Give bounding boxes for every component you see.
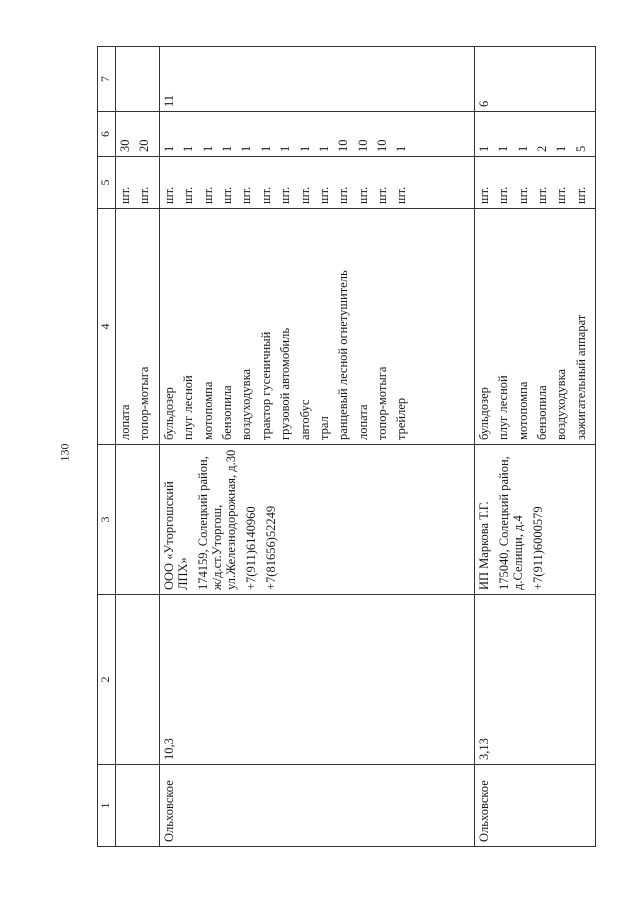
equipment-name: плуг лесной	[496, 375, 511, 440]
area-cell: 10,3	[159, 595, 474, 765]
unit: шт.	[496, 186, 511, 204]
quantity: 2	[534, 145, 549, 152]
equipment-name: бульдозер	[476, 387, 491, 440]
equipment-name: автобус	[297, 399, 312, 440]
quantity: 5	[573, 145, 588, 152]
quantity: 20	[137, 139, 152, 152]
district-cell: Ольховское	[474, 765, 595, 847]
unit: шт.	[181, 186, 196, 204]
quantity: 1	[515, 145, 530, 152]
unit: шт.	[200, 186, 215, 204]
table-header-row	[98, 47, 116, 847]
equipment-name: грузовой автомобиль	[278, 327, 293, 440]
unit: шт.	[161, 186, 176, 204]
quantity: 1	[181, 145, 196, 152]
organization-cell	[474, 445, 595, 595]
equipment-name: ранцевый лесной огнетушитель	[336, 270, 351, 440]
total-cell: 6	[474, 47, 595, 112]
quantity: 1	[239, 145, 254, 152]
unit: шт.	[219, 186, 234, 204]
header-cell: 5	[98, 157, 116, 209]
header-cell: 7	[98, 47, 116, 112]
organization-line: 174159, Солецкий район, ж/д.ст.Уторгош, ул.Железнодорожная, д.30	[195, 449, 238, 590]
quantity: 1	[297, 145, 312, 152]
quantity: 30	[118, 139, 132, 152]
quantity: 1	[200, 145, 215, 152]
quantity-cell	[159, 112, 474, 157]
quantity: 10	[375, 139, 390, 152]
quantity: 1	[258, 145, 273, 152]
equipment-name: трал	[316, 416, 331, 440]
rotated-table-container	[97, 47, 588, 847]
quantity: 1	[278, 145, 293, 152]
equipment-name-cell	[474, 209, 595, 445]
equipment-name: трактор гусеничный	[258, 331, 273, 440]
total-cell	[116, 47, 160, 112]
equipment-name: воздуходувка	[239, 369, 254, 440]
unit: шт.	[336, 186, 351, 204]
quantity: 1	[219, 145, 234, 152]
page-number: 130	[57, 443, 72, 462]
unit-cell	[116, 157, 160, 209]
organization-cell	[159, 445, 474, 595]
unit: шт.	[316, 186, 331, 204]
organization-line: 175040, Солецкий район, д.Селищи, д.4	[496, 456, 525, 590]
unit: шт.	[355, 186, 370, 204]
unit: шт.	[394, 186, 409, 204]
equipment-name: топор-мотыга	[137, 366, 152, 440]
organization-cell	[116, 445, 160, 595]
equipment-name: плуг лесной	[181, 375, 196, 440]
unit: шт.	[258, 186, 273, 204]
header-cell: 1	[98, 765, 116, 847]
quantity-cell	[116, 112, 160, 157]
equipment-name: бульдозер	[161, 387, 176, 440]
quantity: 10	[336, 139, 351, 152]
organization-line: ИП Маркова Т.Г.	[476, 501, 491, 590]
organization-line: +7(81656)52249	[263, 505, 278, 590]
unit: шт.	[534, 186, 549, 204]
quantity: 1	[476, 145, 491, 152]
unit: шт.	[554, 186, 569, 204]
equipment-name-cell	[116, 209, 160, 445]
unit: шт.	[239, 186, 254, 204]
equipment-table	[97, 46, 596, 847]
quantity: 1	[496, 145, 511, 152]
quantity-cell	[474, 112, 595, 157]
quantity: 10	[355, 139, 370, 152]
equipment-name: мотопомпа	[515, 381, 530, 440]
table-row	[159, 47, 474, 847]
equipment-name: бензопила	[534, 385, 549, 440]
unit: шт.	[278, 186, 293, 204]
header-cell: 4	[98, 209, 116, 445]
quantity: 1	[161, 145, 176, 152]
unit: шт.	[137, 186, 152, 204]
quantity: 1	[554, 145, 569, 152]
table-row	[116, 47, 160, 847]
area-cell: 3,13	[474, 595, 595, 765]
header-cell: 6	[98, 112, 116, 157]
unit: шт.	[297, 186, 312, 204]
organization-line: +7(911)6000579	[530, 506, 545, 590]
header-cell: 2	[98, 595, 116, 765]
organization-line: ООО «Уторгошский ЛПХ»	[161, 481, 190, 590]
district-cell	[116, 765, 160, 847]
unit: шт.	[573, 186, 588, 204]
unit: шт.	[476, 186, 491, 204]
district-cell: Ольховское	[159, 765, 474, 847]
unit: шт.	[515, 186, 530, 204]
equipment-name: лопата	[118, 404, 132, 440]
unit-cell	[474, 157, 595, 209]
equipment-name-cell	[159, 209, 474, 445]
unit: шт.	[375, 186, 390, 204]
quantity: 1	[394, 145, 409, 152]
equipment-name: трейлер	[394, 397, 409, 440]
equipment-name: зажигательный аппарат	[573, 314, 588, 440]
equipment-name: лопата	[355, 404, 370, 440]
quantity: 1	[316, 145, 331, 152]
equipment-name: бензопила	[219, 385, 234, 440]
header-cell: 3	[98, 445, 116, 595]
equipment-name: мотопомпа	[200, 381, 215, 440]
equipment-name: воздуходувка	[554, 369, 569, 440]
total-cell: 11	[159, 47, 474, 112]
unit-cell	[159, 157, 474, 209]
organization-line: +7(911)6140960	[243, 506, 258, 590]
area-cell	[116, 595, 160, 765]
unit: шт.	[118, 186, 132, 204]
table-row	[474, 47, 595, 847]
equipment-name: топор-мотыга	[375, 366, 390, 440]
